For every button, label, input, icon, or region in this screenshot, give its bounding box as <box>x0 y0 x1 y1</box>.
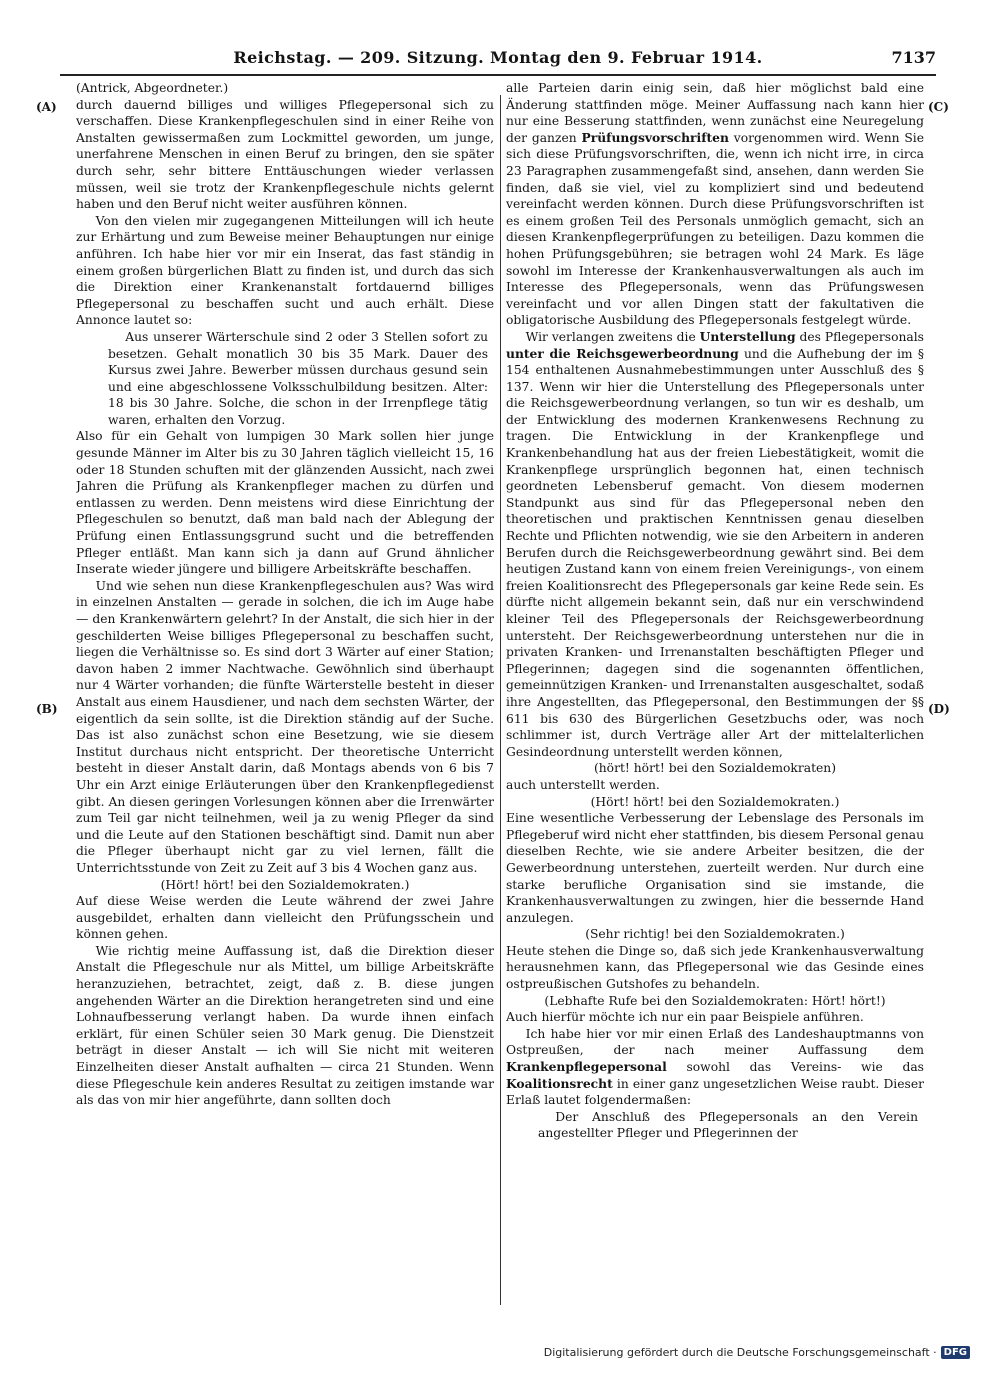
right-column <box>506 80 924 1320</box>
paragraph: auch unterstellt werden. <box>506 777 660 792</box>
paragraph: durch dauernd billiges und williges Pflegepersonal sich zu verschaffen. Diese Krankenpflegeschulen sind in einer Reihe von Anstalten gewissermaßen zum Lockmittel geworden, um junge, unerfahrene Menschen in einen Beruf zu bringen, den sie später durch sehr, sehr bittere Enttäuschungen wieder verlassen müssen, weil sie trotz der Krankenpflegeschule nichts gelernt haben und den Beruf nicht weiter ausführen können. <box>76 97 494 212</box>
paragraph: Auf diese Weise werden die Leute während der zwei Jahre ausgebildet, erhalten dann vielleicht den Prüfungsschein und können gehen. <box>76 894 494 942</box>
text-run: alle Parteien darin einig sein, daß hier möglichst bald eine Änderung stattfinden möge. Meiner Auffassung nach kann hier nur eine Besserung stattfinden, wenn zunächst eine Neuregelung der ganzen <box>506 81 924 145</box>
paragraph <box>506 1026 924 1109</box>
text-run: und die Aufhebung der im § 154 enthaltenen Ausnahmebestimmungen unter Ausschluß des § 137. Wenn wir hier die Unterstellung des Pflegepersonals unter die Reichsgewerbeordnung verlangen, so tun wir es deshalb, um der Entwicklung des modernen Krankenwesens Rechnung zu tragen. Die Entwicklung in der Krankenpflege und Krankenbehandlung hat aus der freien Liebestätigkeit, womit die Krankenpflege ursprünglich begonnen hat, einen technisch geordneten Lebensberuf gemacht. Von diesem modernen Standpunkt aus sind für das Pflegepersonal neben den theoretischen und praktischen Kenntnissen genau dieselben Rechte und Pflichten notwendig, wie sie den Arbeitern in anderen Berufen durch die Reichsgewerbeordnung gewährt sind. Bei dem heutigen Zustand kann von einem freien Vereinigungs-, von einem freien Koalitionsrecht des Pflegepersonals gar keine Rede sein. Es dürfte nicht allgemein bekannt sein, daß nur ein verschwindend kleiner Teil des Pflegepersonals der Reichsgewerbeordnung untersteht. Der Reichsgewerbeordnung unterstehen nur die in privaten Kranken- und Irrenanstalten beschäftigten Pfleger und Pflegerinnen; dagegen sind die sogenannten öffentlichen, gemeinnützigen Kranken- und Irrenanstalten ausgeschaltet, sodaß ihre Angestellten, das Pflegepersonal, den Bestimmungen der §§ 611 bis 630 des Bürgerlichen Gesetzbuchs oder, was noch schlimmer ist, durch Verträge aller Art der mittelalterlichen Gesindeordnung unterstellt werden können, <box>506 346 924 759</box>
text-run: in einer ganz ungesetzlichen Weise raubt. Dieser Erlaß lautet folgendermaßen: <box>506 1076 924 1108</box>
paragraph <box>506 80 924 329</box>
running-head: Reichstag. — 209. Sitzung. Montag den 9. Februar 1914. <box>233 48 763 67</box>
interjection: (Lebhafte Rufe bei den Sozialdemokraten: Hört! hört!) <box>544 993 886 1008</box>
dfg-logo-icon: DFG <box>941 1346 970 1359</box>
margin-marker-d: (D) <box>928 702 950 716</box>
advertisement-quote: Aus unserer Wärterschule sind 2 oder 3 Stellen sofort zu besetzen. Gehalt monatlich 30 bis 35 Mark. Dauer des Kursus zwei Jahre. Bewerber müssen durchaus gesund sein und eine abgeschlossene Volksschulbildung besitzen. Alter: 18 bis 30 Jahre. Solche, die schon in der Irrenpflege tätig waren, erhalten den Vorzug. <box>108 329 488 427</box>
margin-marker-c: (C) <box>928 100 949 114</box>
header-rule <box>60 74 936 76</box>
interjection: (Hört! hört! bei den Sozialdemokraten.) <box>160 877 410 892</box>
emphasis: unter die Reichsgewerbeordnung <box>506 345 739 361</box>
margin-marker-a: (A) <box>36 100 57 114</box>
emphasis: Koalitionsrecht <box>506 1075 613 1091</box>
left-column <box>76 80 494 1320</box>
footer-text: Digitalisierung gefördert durch die Deutsche Forschungsgemeinschaft · <box>543 1346 937 1359</box>
paragraph: Von den vielen mir zugegangenen Mitteilungen will ich heute zur Erhärtung und zum Beweise meiner Behauptungen nur einige anführen. Ich habe hier vor mir ein Inserat, das fast ständig in einem großen bürgerlichen Blatt zu finden ist, und durch das sich die Direktion einer Krankenanstalt fortdauernd billiges Pflegepersonal zu beschaffen sucht und auch erhält. Diese Annonce lautet so: <box>76 213 494 328</box>
interjection: (Sehr richtig! bei den Sozialdemokraten.) <box>585 927 845 942</box>
emphasis: Krankenpflegepersonal <box>506 1059 667 1075</box>
paragraph: Wie richtig meine Auffassung ist, daß die Direktion dieser Anstalt die Pflegeschule nur als Mittel, um billige Arbeitskräfte heranzuziehen, betrachtet, zeigt, daß z. B. diese jungen angehenden Wärter an die Direktion herangetreten sind und eine Lohnaufbesserung verlangt haben. Da wurde ihnen einfach erklärt, für einen Schüler seien 30 Mark genug. Die Dienstzeit beträgt in dieser Anstalt — ich will Sie nicht mit weiteren Einzelheiten dieser Anstalt aufhalten — circa 21 Stunden. Wenn diese Pflegeschule kein anderes Resultat zu zeitigen imstande war als das von mir hier angeführte, dann sollten doch <box>76 943 494 1108</box>
emphasis: Prüfungsvorschriften <box>581 129 729 145</box>
text-run: des Pflegepersonals <box>799 329 924 344</box>
text-run: Ich habe hier vor mir einen Erlaß des Landeshauptmanns von Ostpreußen, der nach meiner Auffassung dem <box>506 1026 924 1058</box>
paragraph <box>506 329 924 760</box>
emphasis: Unterstellung <box>699 328 796 344</box>
speaker-note: (Antrick, Abgeordneter.) <box>76 81 229 95</box>
column-divider <box>500 95 501 1305</box>
paragraph: Und wie sehen nun diese Krankenpflegeschulen aus? Was wird in einzelnen Anstalten — gerade in solchen, die ich im Auge habe — den Krankenwärtern gelehrt? In der Anstalt, die sich hier in der geschilderten Weise billiges Pflegepersonal zu beschaffen sucht, liegen die Verhältnisse so. Es sind dort 3 Wärter auf einer Station; davon haben 2 immer Nachtwache. Gewöhnlich sind überhaupt nur 4 Wärter vorhanden; die fünfte Wärterstelle besteht in dieser Anstalt aus einem Hausdiener, und nach dem sechsten Wärter, der eigentlich da sein sollte, ist die Direktion ständig auf der Suche. Das ist also zunächst schon eine Besetzung, wie sie diesem Institut durchaus nicht entspricht. Der theoretische Unterricht besteht in dieser Anstalt darin, daß Montags abends von 6 bis 7 Uhr ein Arzt einige Erläuterungen über den Krankenpflegedienst gibt. An diesen geringen Vorlesungen können aber die Irrenwärter zum Teil gar nicht teilnehmen, weil ja zu wenig Pfleger da sind und die Leute auf den Stationen beschäftigt sind. Damit nun aber die Pfleger überhaupt nicht gar zu viel lernen, fällt die Unterrichtsstunde von Zeit zu Zeit auf 3 bis 4 Wochen ganz aus. <box>76 578 494 875</box>
decree-quote: Der Anschluß des Pflegepersonals an den Verein angestellter Pfleger und Pflegerinnen der <box>538 1109 918 1141</box>
digitization-footer <box>544 1346 970 1359</box>
interjection: (Hört! hört! bei den Sozialdemokraten.) <box>590 794 840 809</box>
interjection: (hört! hört! bei den Sozialdemokraten) <box>593 761 837 776</box>
margin-marker-b: (B) <box>36 702 58 716</box>
text-run: vorgenommen wird. Wenn Sie sich diese Prüfungsvorschriften, die, wenn ich nicht irre, in circa 23 Paragraphen zusammengefaßt sind, ansehen, dann werden Sie finden, daß sie viel, viel zu kompliziert sind und bedeutend vereinfacht werden können. Durch diese Prüfungsvorschriften ist es einem großen Teil des Personals unmöglich gemacht, sich an diesen Krankenpflegerprüfungen zu beteiligen. Dazu kommen die hohen Prüfungsgebühren; sie betragen wohl 24 Mark. Es läge sowohl im Interesse der Krankenhausverwaltungen als auch im Interesse des Pflegepersonals, wenn das Prüfungswesen vereinfacht und vor allen Dingen statt der fakultativen die obligatorische Ausbildung des Pflegepersonals festgelegt würde. <box>506 130 924 328</box>
paragraph: Eine wesentliche Verbesserung der Lebenslage des Personals im Pflegeberuf wird nicht eher stattfinden, bis diesem Personal genau dieselben Rechte, wie sie andere Arbeiter besitzen, die der Gewerbeordnung unterstehen, zuerteilt werden. Nur durch eine starke berufliche Organisation sind sie imstande, die Krankenhausverwaltungen zu zwingen, hier die bessernde Hand anzulegen. <box>506 811 924 925</box>
paragraph: Heute stehen die Dinge so, daß sich jede Krankenhausverwaltung herausnehmen kann, das Pflegepersonal wie das Gesinde eines ostpreußischen Gutshofes zu behandeln. <box>506 943 924 992</box>
text-run: sowohl das Vereins- wie das <box>686 1060 924 1075</box>
paragraph: Also für ein Gehalt von lumpigen 30 Mark sollen hier junge gesunde Männer im Alter bis zu 30 Jahren täglich vielleicht 15, 16 oder 18 Stunden schuften mit der glänzenden Aussicht, nach zwei Jahren die Prüfung als Krankenpfleger machen zu dürfen und entlassen zu werden. Denn meistens wird diese Einrichtung der Pflegeschulen so benutzt, daß man bald nach der Ablegung der Prüfung einen Entlassungsgrund sucht und die betreffenden Pfleger entläßt. Man kann sich ja dann auf Grund ähnlicher Inserate wieder jüngere und billigere Arbeitskräfte beschaffen. <box>76 429 494 577</box>
page-header <box>60 48 936 74</box>
paragraph: Auch hierfür möchte ich nur ein paar Beispiele anführen. <box>506 1010 864 1025</box>
page-number: 7137 <box>891 48 936 67</box>
text-run: Wir verlangen zweitens die <box>525 329 696 344</box>
